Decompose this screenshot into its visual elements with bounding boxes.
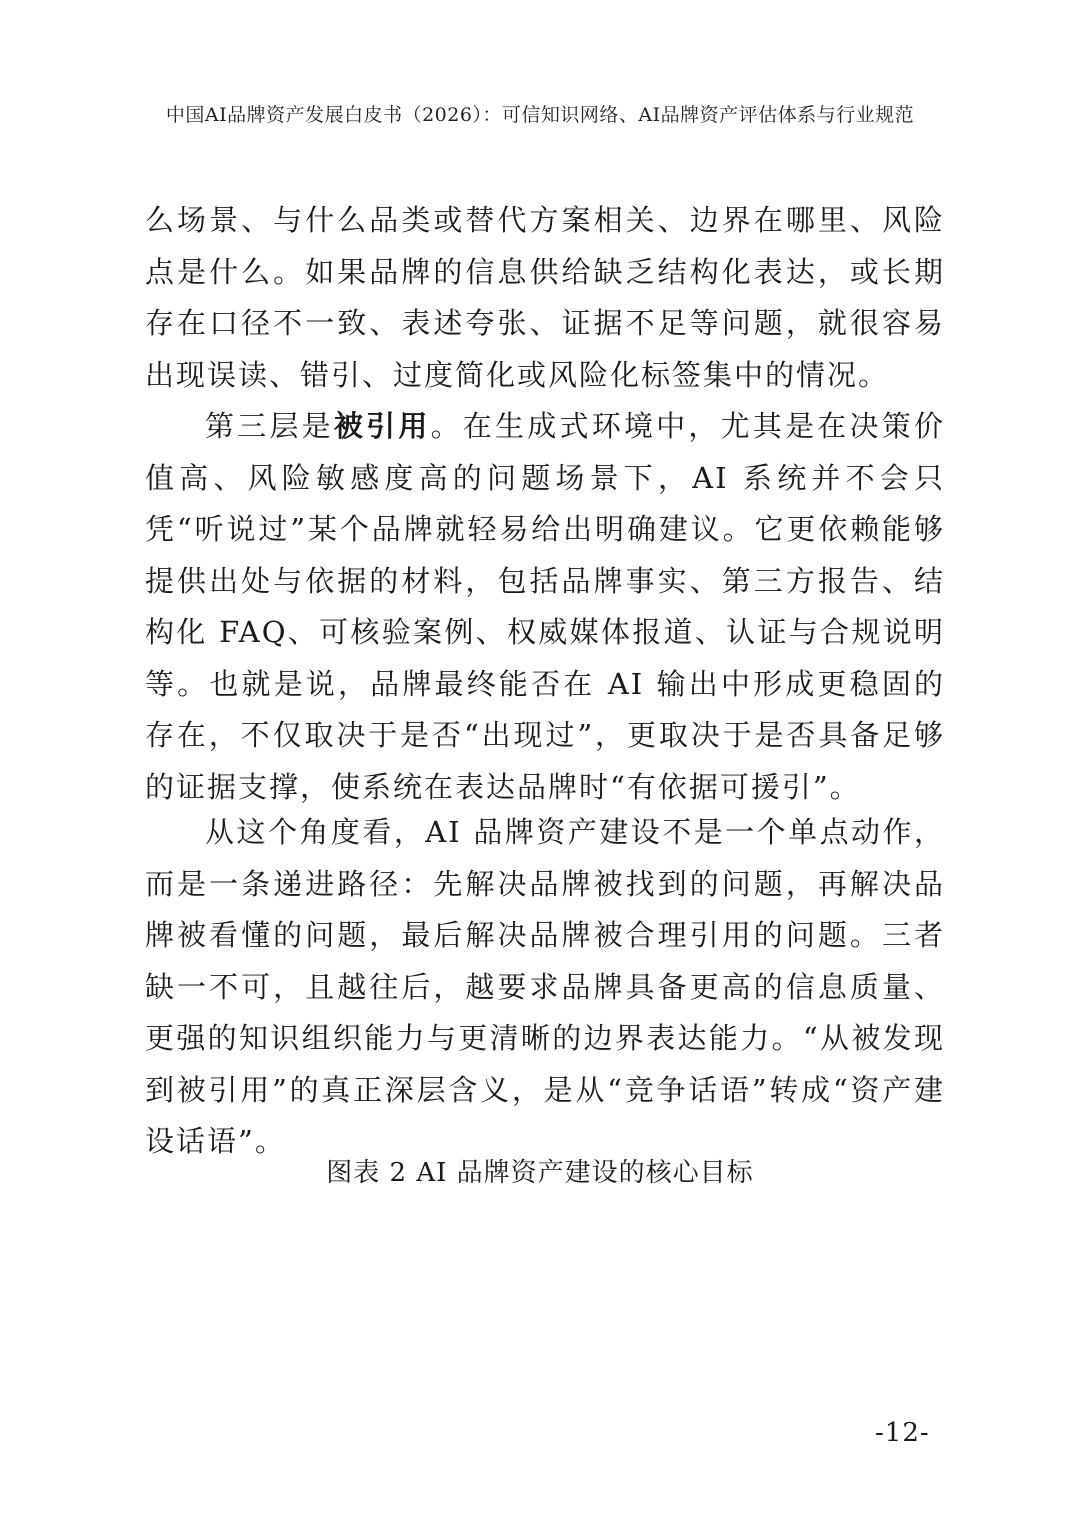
paragraph-continued bbox=[145, 195, 945, 401]
paragraph-third-layer bbox=[145, 401, 945, 813]
paragraph-perspective bbox=[145, 807, 945, 1168]
paragraph-2 bbox=[145, 401, 945, 813]
paragraph-2-lead: 第三层是 bbox=[205, 409, 334, 443]
figure-caption: 图表 2 AI 品牌资产建设的核心目标 bbox=[326, 1158, 754, 1188]
page-number: -12- bbox=[875, 1418, 930, 1448]
running-header: 中国AI品牌资产发展白皮书（2026）：可信知识网络、AI品牌资产评估体系与行业规范 bbox=[165, 104, 915, 126]
keyword-cited: 被引用 bbox=[333, 409, 431, 443]
paragraph-3: 从这个角度看，AI 品牌资产建设不是一个单点动作，而是一条递进路径：先解决品牌被找到的问题，再解决品牌被看懂的问题，最后解决品牌被合理引用的问题。三者缺一不可，且越往后，越要求品牌具备更高的信息质量、更强的知识组织能力与更清晰的边界表达能力。“从被发现到被引用”的真正深层含义，是从“竞争话语”转成“资产建设话语”。 bbox=[145, 815, 945, 1158]
paragraph-1: 么场景、与什么品类或替代方案相关、边界在哪里、风险点是什么。如果品牌的信息供给缺乏结构化表达，或长期存在口径不一致、表述夸张、证据不足等问题，就很容易出现误读、错引、过度简化或风险化标签集中的情况。 bbox=[145, 203, 945, 392]
paragraph-2-rest: 。在生成式环境中，尤其是在决策价值高、风险敏感度高的问题场景下，AI 系统并不会只凭“听说过”某个品牌就轻易给出明确建议。它更依赖能够提供出处与依据的材料，包括品牌事实、第三方报告、结构化 FAQ、可核验案例、权威媒体报道、认证与合规说明等。也就是说，品牌最终能否在 AI 输出中形成更稳固的存在，不仅取决于是否“出现过”，更取决于是否具备足够的证据支撑，使系统在表达品牌时“有依据可援引”。 bbox=[145, 409, 945, 804]
